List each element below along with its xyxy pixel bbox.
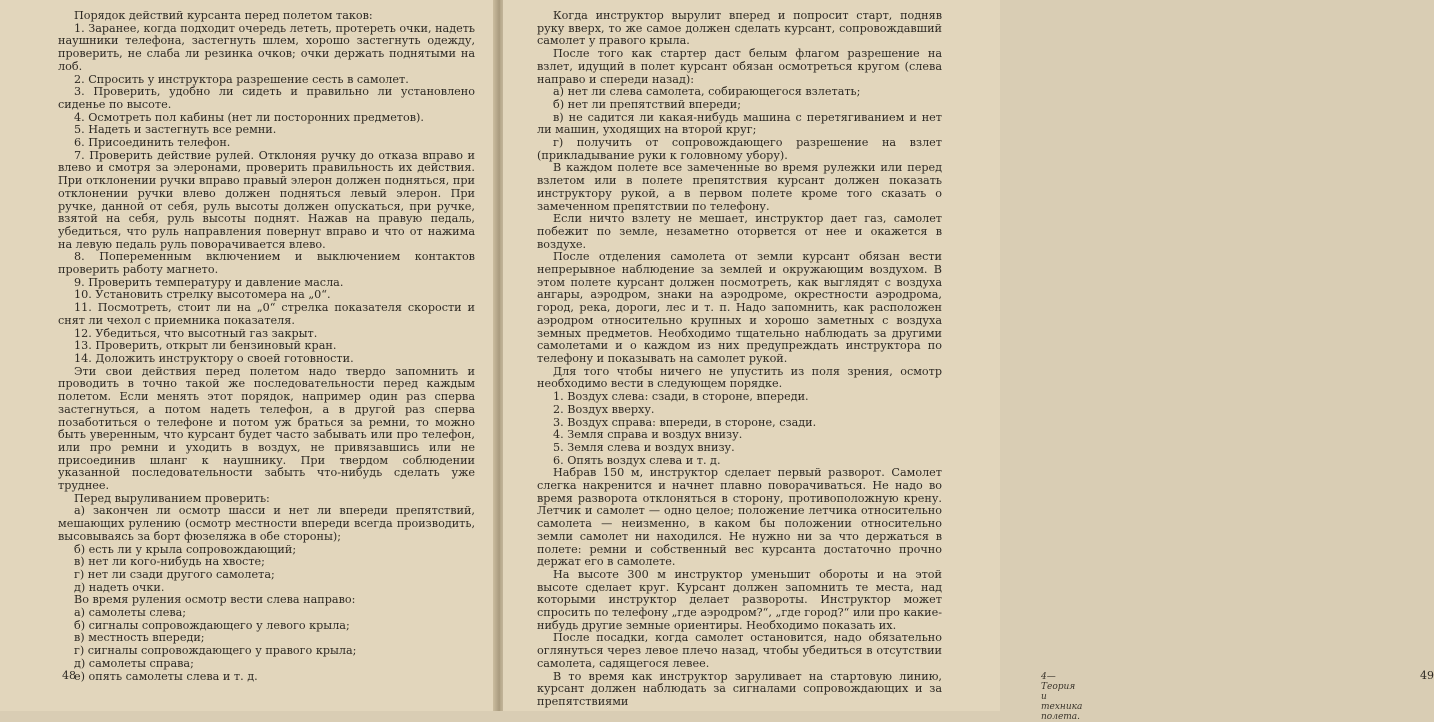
page-number-right: 49 xyxy=(1420,669,1434,682)
list-item: б) сигналы сопровождающего у левого крыла; xyxy=(74,618,350,632)
list-item: д) самолеты справа; xyxy=(74,656,194,670)
list-item: 5. Земля слева и воздух внизу. xyxy=(553,440,735,454)
list-item: в) не садится ли какая-нибудь машина с перетягиванием и нет ли машин, уходящих на второй круг; xyxy=(537,110,942,137)
paragraph: Перед выруливанием проверить: xyxy=(74,491,270,505)
page-number-left: 48 xyxy=(62,669,76,682)
paragraph: После посадки, когда самолет остановится, надо обязательно оглянуться через левое плечо назад, чтобы убедиться в отсутствии самолета, садящегося левее. xyxy=(537,631,942,670)
list-item: е) опять самолеты слева и т. д. xyxy=(74,669,258,683)
list-item: в) местность впереди; xyxy=(74,631,205,645)
paragraph: Эти свои действия перед полетом надо твердо запомнить и проводить в точно такой же последовательности перед каждым полетом. Если менять этот порядок, например один раз сперва застегнуться, а потом надеть телефон, а в другой раз сперва позаботиться о телефоне и потом уж браться за ремни, то можно быть уверенным, что курсант будет часто забывать или про телефон, или про ремни и уходить в воздух, не привязавшись или не присоединив шланг к наушнику. При твердом соблюдении указанной последовательности забыть что-нибудь сделать уже труднее. xyxy=(58,364,475,493)
paragraph: На высоте 300 м инструктор уменьшит обороты и на этой высоте сделает круг. Курсант должен запомнить те места, над которыми инструктор делает развороты. Инструктор может спросить по телефону „где аэродром?“, „где город?“ или про какие-нибудь другие земные ориентиры. Необходимо показать их. xyxy=(537,567,942,632)
signature-note: 4—Теория и техника полета. xyxy=(1041,672,1083,722)
list-item: 1. Воздух слева: сзади, в стороне, впереди. xyxy=(553,390,809,404)
list-item: а) самолеты слева; xyxy=(74,606,187,620)
paragraph: 2. Спросить у инструктора разрешение сесть в самолет. xyxy=(74,72,409,86)
paragraph: 13. Проверить, открыт ли бензиновый кран. xyxy=(74,339,337,353)
list-item: б) нет ли препятствий впереди; xyxy=(553,97,742,111)
paragraph: 5. Надеть и застегнуть все ремни. xyxy=(74,123,277,137)
paragraph: 11. Посмотреть, стоит ли на „0“ стрелка показателя скорости и снят ли чехол с приемника показателя. xyxy=(58,301,475,327)
paragraph: В то время как инструктор заруливает на стартовую линию, курсант должен наблюдать за сигналами сопровождающих и за препятствиями xyxy=(537,669,942,708)
left-page-text xyxy=(58,10,475,683)
list-item: 6. Опять воздух слева и т. д. xyxy=(553,453,721,467)
paragraph: После отделения самолета от земли курсант обязан вести непрерывное наблюдение за землей и окружающим воздухом. В этом полете курсант должен посмотреть, как выглядят с воздуха ангары, аэродром, знаки на аэродроме, окрестности аэродрома, город, река, дороги, лес и т. п. Надо запомнить, как расположен аэродром относительно крупных и хорошо заметных с воздуха земных предметов. Необходимо тщательно наблюдать за другими самолетами и о каждом из них предупреждать инструктора по телефону и показывать на самолет рукой. xyxy=(537,250,942,365)
list-item: б) есть ли у крыла сопровождающий; xyxy=(74,542,297,556)
paragraph: Если ничто взлету не мешает, инструктор дает газ, самолет побежит по земле, незаметно оторвется от нее и окажется в воздухе. xyxy=(537,212,942,251)
right-page-text xyxy=(537,10,942,709)
paragraph: 1. Заранее, когда подходит очередь лететь, протереть очки, надеть наушники телефона, застегнуть шлем, хорошо застегнуть одежду, проверить, не слаба ли резинка очков; очки держать поднятыми на лоб. xyxy=(58,21,475,73)
list-item: г) нет ли сзади другого самолета; xyxy=(74,567,275,581)
paragraph: 3. Проверить, удобно ли сидеть и правильно ли установлено сиденье по высоте. xyxy=(58,85,475,111)
right-page xyxy=(503,0,1434,722)
list-item: в) нет ли кого-нибудь на хвосте; xyxy=(74,555,265,569)
paragraph: 10. Установить стрелку высотомера на „0“. xyxy=(74,288,331,302)
list-item: г) получить от сопровождающего разрешение на взлет (прикладывание руки к головному убору). xyxy=(537,136,942,162)
left-page xyxy=(0,0,497,711)
list-item: 2. Воздух вверху. xyxy=(553,402,655,416)
paragraph: Когда инструктор вырулит вперед и попросит старт, подняв руку вверх, то же самое должен сделать курсант, сопровождавший самолет у правого крыла. xyxy=(537,9,942,48)
list-item: а) закончен ли осмотр шасси и нет ли впереди препятствий, мешающих рулению (осмотр местности впереди всегда производить, высовываясь за борт фюзеляжа в обе стороны); xyxy=(58,504,475,543)
paragraph: 6. Присоединить телефон. xyxy=(74,136,231,150)
paragraph: Порядок действий курсанта перед полетом таков: xyxy=(74,9,373,22)
paragraph: 12. Убедиться, что высотный газ закрыт. xyxy=(74,326,318,340)
paragraph: 9. Проверить температуру и давление масла. xyxy=(74,275,344,289)
list-item: 3. Воздух справа: впереди, в стороне, сзади. xyxy=(553,415,817,429)
paragraph: 14. Доложить инструктору о своей готовности. xyxy=(74,351,354,365)
list-item: г) сигналы сопровождающего у правого крыла; xyxy=(74,644,357,658)
paragraph: После того как стартер даст белым флагом разрешение на взлет, идущий в полет курсант обязан осмотреться кругом (слева направо и спереди назад): xyxy=(537,47,942,86)
paragraph: Набрав 150 м, инструктор сделает первый разворот. Самолет слегка накренится и начнет плавно поворачиваться. Не надо во время разворота отклоняться в сторону, противоположную крену. Летчик и самолет — одно целое; положение летчика относительно самолета — неизменно, в каком бы положении относительно земли самолет ни находился. Не нужно ни за что держаться в полете: ремни и собственный вес курсанта достаточно прочно держат его в самолете. xyxy=(537,466,942,569)
list-item: а) нет ли слева самолета, собирающегося взлетать; xyxy=(553,85,861,99)
paragraph: В каждом полете все замеченные во время рулежки или перед взлетом или в полете препятствия курсант должен показать инструктору рукой, а в первом полете кроме того сказать о замеченном препятствии по телефону. xyxy=(537,161,942,213)
paragraph: 4. Осмотреть пол кабины (нет ли посторонних предметов). xyxy=(74,110,424,124)
list-item: д) надеть очки. xyxy=(74,580,165,594)
paragraph: Во время руления осмотр вести слева направо: xyxy=(74,593,356,607)
paragraph: Для того чтобы ничего не упустить из поля зрения, осмотр необходимо вести в следующем порядке. xyxy=(537,364,942,391)
paragraph: 8. Попеременным включением и выключением контактов проверить работу магнето. xyxy=(58,250,475,277)
paragraph: 7. Проверить действие рулей. Отклоняя ручку до отказа вправо и влево и смотря за элеронами, проверить правильность их действия. При отклонении ручки вправо правый элерон должен подняться, при отклонении ручки влево должен подняться левый элерон. При ручке, данной от себя, руль высоты должен опускаться, при ручке, взятой на себя, руль высоты поднят. Нажав на правую педаль, убедиться, что руль направления повернут вправо и что от нажима на левую педаль руль поворачивается влево. xyxy=(58,148,475,251)
list-item: 4. Земля справа и воздух внизу. xyxy=(553,428,743,442)
